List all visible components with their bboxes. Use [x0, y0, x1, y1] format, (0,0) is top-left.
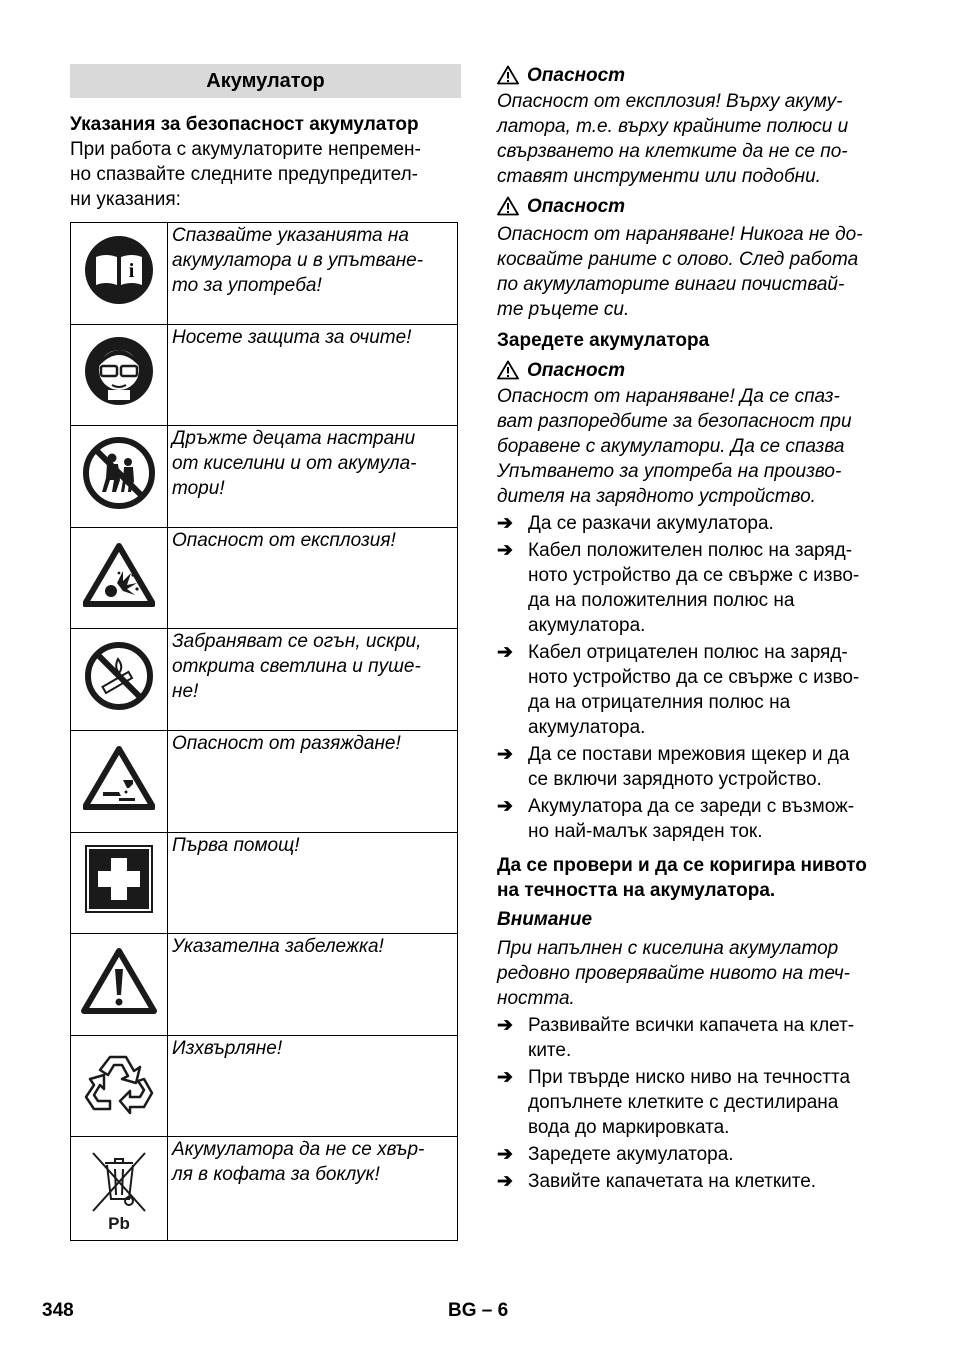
danger-heading: Опасност — [497, 193, 889, 219]
warning-triangle-icon — [497, 196, 519, 216]
arrow-right-icon: ➔ — [497, 1015, 513, 1036]
arrow-right-icon: ➔ — [497, 1067, 513, 1088]
eye-protection-icon — [84, 336, 154, 406]
table-row: Дръжте децата настрани от киселини и от акумула- тори! — [71, 426, 458, 528]
left-column — [70, 64, 461, 1241]
arrow-right-icon: ➔ — [497, 513, 513, 534]
general-warning-icon — [81, 947, 157, 1015]
danger-text: Опасност от експлозия! Върху акуму- латора, т.е. върху крайните полюси и свързването на клетките да не се по- ставят инструменти или подобни. — [497, 91, 849, 187]
keep-children-away-icon — [82, 436, 156, 510]
language-page-label: BG – 6 — [448, 1300, 509, 1321]
pb-label: Pb — [108, 1214, 130, 1234]
list-item: ➔ Заредете акумулатора. — [497, 1144, 734, 1165]
warning-triangle-icon — [497, 65, 519, 85]
danger-text: Опасност от нараняване! Никога не до- косвайте раните с олово. След работа по акумулаторите винаги почиствай- те ръцете си. — [497, 224, 863, 320]
danger-text: Опасност от нараняване! Да се спаз- ват разпоредбите за безопасност при боравене с акумулатори. Да се спазва Упътването за употреба на произво- дителя на зарядното устройство. — [497, 386, 852, 507]
intro-paragraph: При работа с акумулаторите непремен- но спазвайте следните предупредител- ни указания: — [70, 139, 421, 210]
list-item: ➔ Кабел отрицателен полюс на заряд- ното устройство да се свърже с изво- да на отрицателния полюс на акумулатора. — [497, 642, 860, 738]
table-row: Указателна забележка! — [71, 934, 458, 1036]
attention-text: При напълнен с киселина акумулатор редовно проверявайте нивото на теч- ността. — [497, 938, 851, 1009]
arrow-right-icon: ➔ — [497, 540, 513, 561]
table-row: Опасност от експлозия! — [71, 527, 458, 629]
first-aid-icon — [85, 845, 153, 913]
arrow-right-icon: ➔ — [497, 642, 513, 663]
charge-heading: Заредете акумулатора — [497, 330, 710, 351]
safety-heading: Указания за безопасност акумулатор — [70, 114, 419, 135]
page-number: 348 — [42, 1300, 74, 1321]
list-item: ➔ Да се разкачи акумулатора. — [497, 513, 774, 534]
no-fire-no-smoking-icon — [84, 641, 154, 711]
safety-symbols-table — [70, 222, 458, 1241]
arrow-right-icon: ➔ — [497, 796, 513, 817]
list-item: ➔ При твърде ниско ниво на течността допълнете клетките с дестилирана вода до маркировката. — [497, 1067, 851, 1138]
table-row: i Спазвайте указанията на акумулатора и в упътване- то за употреба! — [71, 223, 458, 325]
list-item: ➔ Кабел положителен полюс на заряд- ното устройство да се свърже с изво- да на положителния полюс на акумулатора. — [497, 540, 860, 636]
read-manual-icon — [84, 235, 154, 305]
explosion-warning-icon — [83, 543, 155, 607]
svg-text:i: i — [128, 259, 135, 282]
arrow-right-icon: ➔ — [497, 1144, 513, 1165]
warning-triangle-icon — [497, 360, 519, 380]
list-item: ➔ Да се постави мрежовия щекер и да се включи зарядното устройство. — [497, 744, 850, 790]
level-steps-list — [497, 1013, 889, 1194]
table-row: Носете защита за очите! — [71, 324, 458, 426]
table-row: Опасност от разяждане! — [71, 730, 458, 832]
attention-label: Внимание — [497, 909, 593, 930]
table-row: Първа помощ! — [71, 832, 458, 934]
table-row: Изхвърляне! — [71, 1035, 458, 1137]
list-item: ➔ Акумулатора да се зареди с възмож- но най-малък заряден ток. — [497, 796, 855, 842]
table-row: Pb Акумулатора да не се хвър- ля в кофата за боклук! — [71, 1137, 458, 1241]
corrosion-warning-icon — [83, 746, 155, 810]
section-title: Акумулатор — [70, 64, 461, 98]
table-row: Забраняват се огън, искри, открита светлина и пуше- не! — [71, 629, 458, 731]
arrow-right-icon: ➔ — [497, 744, 513, 765]
danger-heading: Опасност — [497, 357, 889, 383]
arrow-right-icon: ➔ — [497, 1171, 513, 1192]
right-column — [497, 62, 889, 1194]
recycling-icon — [82, 1049, 156, 1117]
level-heading: Да се провери и да се коригира нивото на течността на акумулатора. — [497, 855, 867, 901]
crossed-bin-pb-icon — [87, 1149, 151, 1233]
list-item: ➔ Завийте капачетата на клетките. — [497, 1171, 817, 1192]
list-item: ➔ Развивайте всички капачета на клет- ките. — [497, 1015, 855, 1061]
danger-heading: Опасност — [497, 62, 889, 88]
charge-steps-list — [497, 511, 889, 844]
